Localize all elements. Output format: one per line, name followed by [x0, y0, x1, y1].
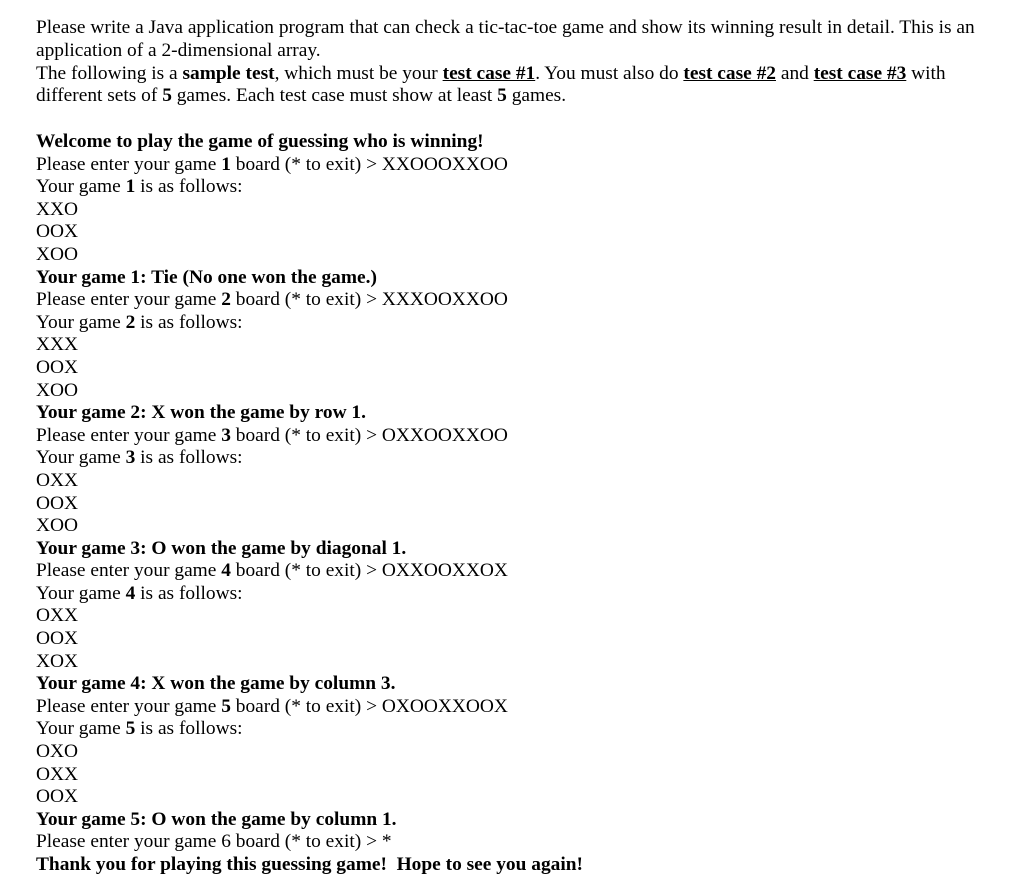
- board-row: OOX: [36, 221, 79, 243]
- prompt-input: board (* to exit) > XXOOOXXOO: [230, 153, 508, 175]
- board-row: OOX: [36, 356, 79, 378]
- instruction-text: and: [775, 62, 814, 84]
- board-row: OXO: [36, 741, 79, 763]
- follows-text: Your game: [36, 447, 126, 469]
- board-row: OXX: [36, 763, 79, 785]
- game-prompt: [36, 696, 996, 719]
- board-row: XXX: [36, 334, 79, 356]
- game-prompt: [36, 560, 996, 583]
- game-number: 1: [125, 176, 136, 198]
- game-result: Your game 4: X won the game by column 3.: [36, 673, 396, 695]
- board-row: XOO: [36, 379, 79, 401]
- prompt-input: board (* to exit) > OXXOOXXOO: [230, 424, 508, 446]
- game-number: 5: [125, 718, 136, 740]
- instruction-text: Please write a Java application program that can check a tic-tac-toe game and show its winning result in detail. This is an application of a 2-dimensional array.: [36, 17, 975, 61]
- game-number: 5: [221, 695, 231, 717]
- follows-text: is as follows:: [135, 311, 243, 333]
- test-case-2-label: test case #2: [683, 62, 776, 84]
- instruction-text: with different sets of: [36, 62, 946, 107]
- game-number: 2: [125, 311, 136, 333]
- prompt-text: Please enter your game: [36, 153, 222, 175]
- sample-test-emphasis: sample test: [182, 62, 275, 84]
- instruction-text: games.: [506, 85, 567, 107]
- board-row: OOX: [36, 492, 79, 514]
- prompt-text: Please enter your game: [36, 560, 222, 582]
- board-row: OXX: [36, 469, 79, 491]
- game-number: 1: [221, 153, 231, 175]
- game-number: 4: [125, 582, 136, 604]
- game-prompt: [36, 425, 996, 448]
- follows-text: is as follows:: [135, 176, 243, 198]
- follows-text: Your game: [36, 718, 126, 740]
- board-row: OOX: [36, 786, 79, 808]
- game-number: 3: [125, 447, 136, 469]
- game-follows-line: [36, 718, 996, 741]
- prompt-input: board (* to exit) > OXXOOXXOX: [230, 560, 508, 582]
- exit-prompt: Please enter your game 6 board (* to exit) > *: [36, 831, 392, 853]
- prompt-input: board (* to exit) > OXOOXXOOX: [230, 695, 508, 717]
- game-prompt: [36, 154, 996, 177]
- farewell-message: Thank you for playing this guessing game! Hope to see you again!: [36, 854, 583, 875]
- follows-text: is as follows:: [135, 718, 243, 740]
- game-follows-line: [36, 447, 996, 470]
- min-games-emphasis: 5: [497, 85, 507, 107]
- test-case-1-label: test case #1: [442, 62, 536, 84]
- instruction-text: The following is a: [36, 62, 183, 84]
- prompt-input: board (* to exit) > XXXOOXXOO: [230, 289, 508, 311]
- game-number: 4: [221, 560, 231, 582]
- board-row: XOO: [36, 243, 79, 265]
- instruction-paragraph-2: [36, 63, 976, 109]
- game-follows-line: [36, 583, 996, 606]
- game-follows-line: [36, 176, 996, 199]
- follows-text: Your game: [36, 176, 126, 198]
- game-result: Your game 5: O won the game by column 1.: [36, 808, 397, 830]
- instruction-text: , which must be your: [274, 62, 443, 84]
- game-number: 2: [221, 289, 231, 311]
- game-prompt: [36, 289, 996, 312]
- instruction-paragraph-1: [36, 17, 976, 63]
- welcome-message: Welcome to play the game of guessing who is winning!: [36, 131, 484, 152]
- prompt-text: Please enter your game: [36, 695, 222, 717]
- follows-text: is as follows:: [135, 447, 243, 469]
- board-row: XXO: [36, 198, 79, 220]
- instruction-text: games. Each test case must show at least: [171, 85, 498, 107]
- game-result: Your game 2: X won the game by row 1.: [36, 402, 366, 424]
- sample-session-output: [36, 131, 996, 877]
- assignment-instructions: [36, 17, 976, 108]
- follows-text: Your game: [36, 311, 126, 333]
- board-row: OXX: [36, 605, 79, 627]
- board-row: XOO: [36, 515, 79, 537]
- game-result: Your game 3: O won the game by diagonal 1.: [36, 537, 407, 559]
- follows-text: Your game: [36, 582, 126, 604]
- prompt-text: Please enter your game: [36, 289, 222, 311]
- board-row: OOX: [36, 628, 79, 650]
- game-result: Your game 1: Tie (No one won the game.): [36, 266, 377, 288]
- game-follows-line: [36, 312, 996, 335]
- follows-text: is as follows:: [135, 582, 243, 604]
- instruction-text: . You must also do: [535, 62, 684, 84]
- board-row: XOX: [36, 650, 79, 672]
- prompt-text: Please enter your game: [36, 424, 222, 446]
- game-number: 3: [221, 424, 231, 446]
- games-count-emphasis: 5: [162, 85, 172, 107]
- test-case-3-label: test case #3: [813, 62, 907, 84]
